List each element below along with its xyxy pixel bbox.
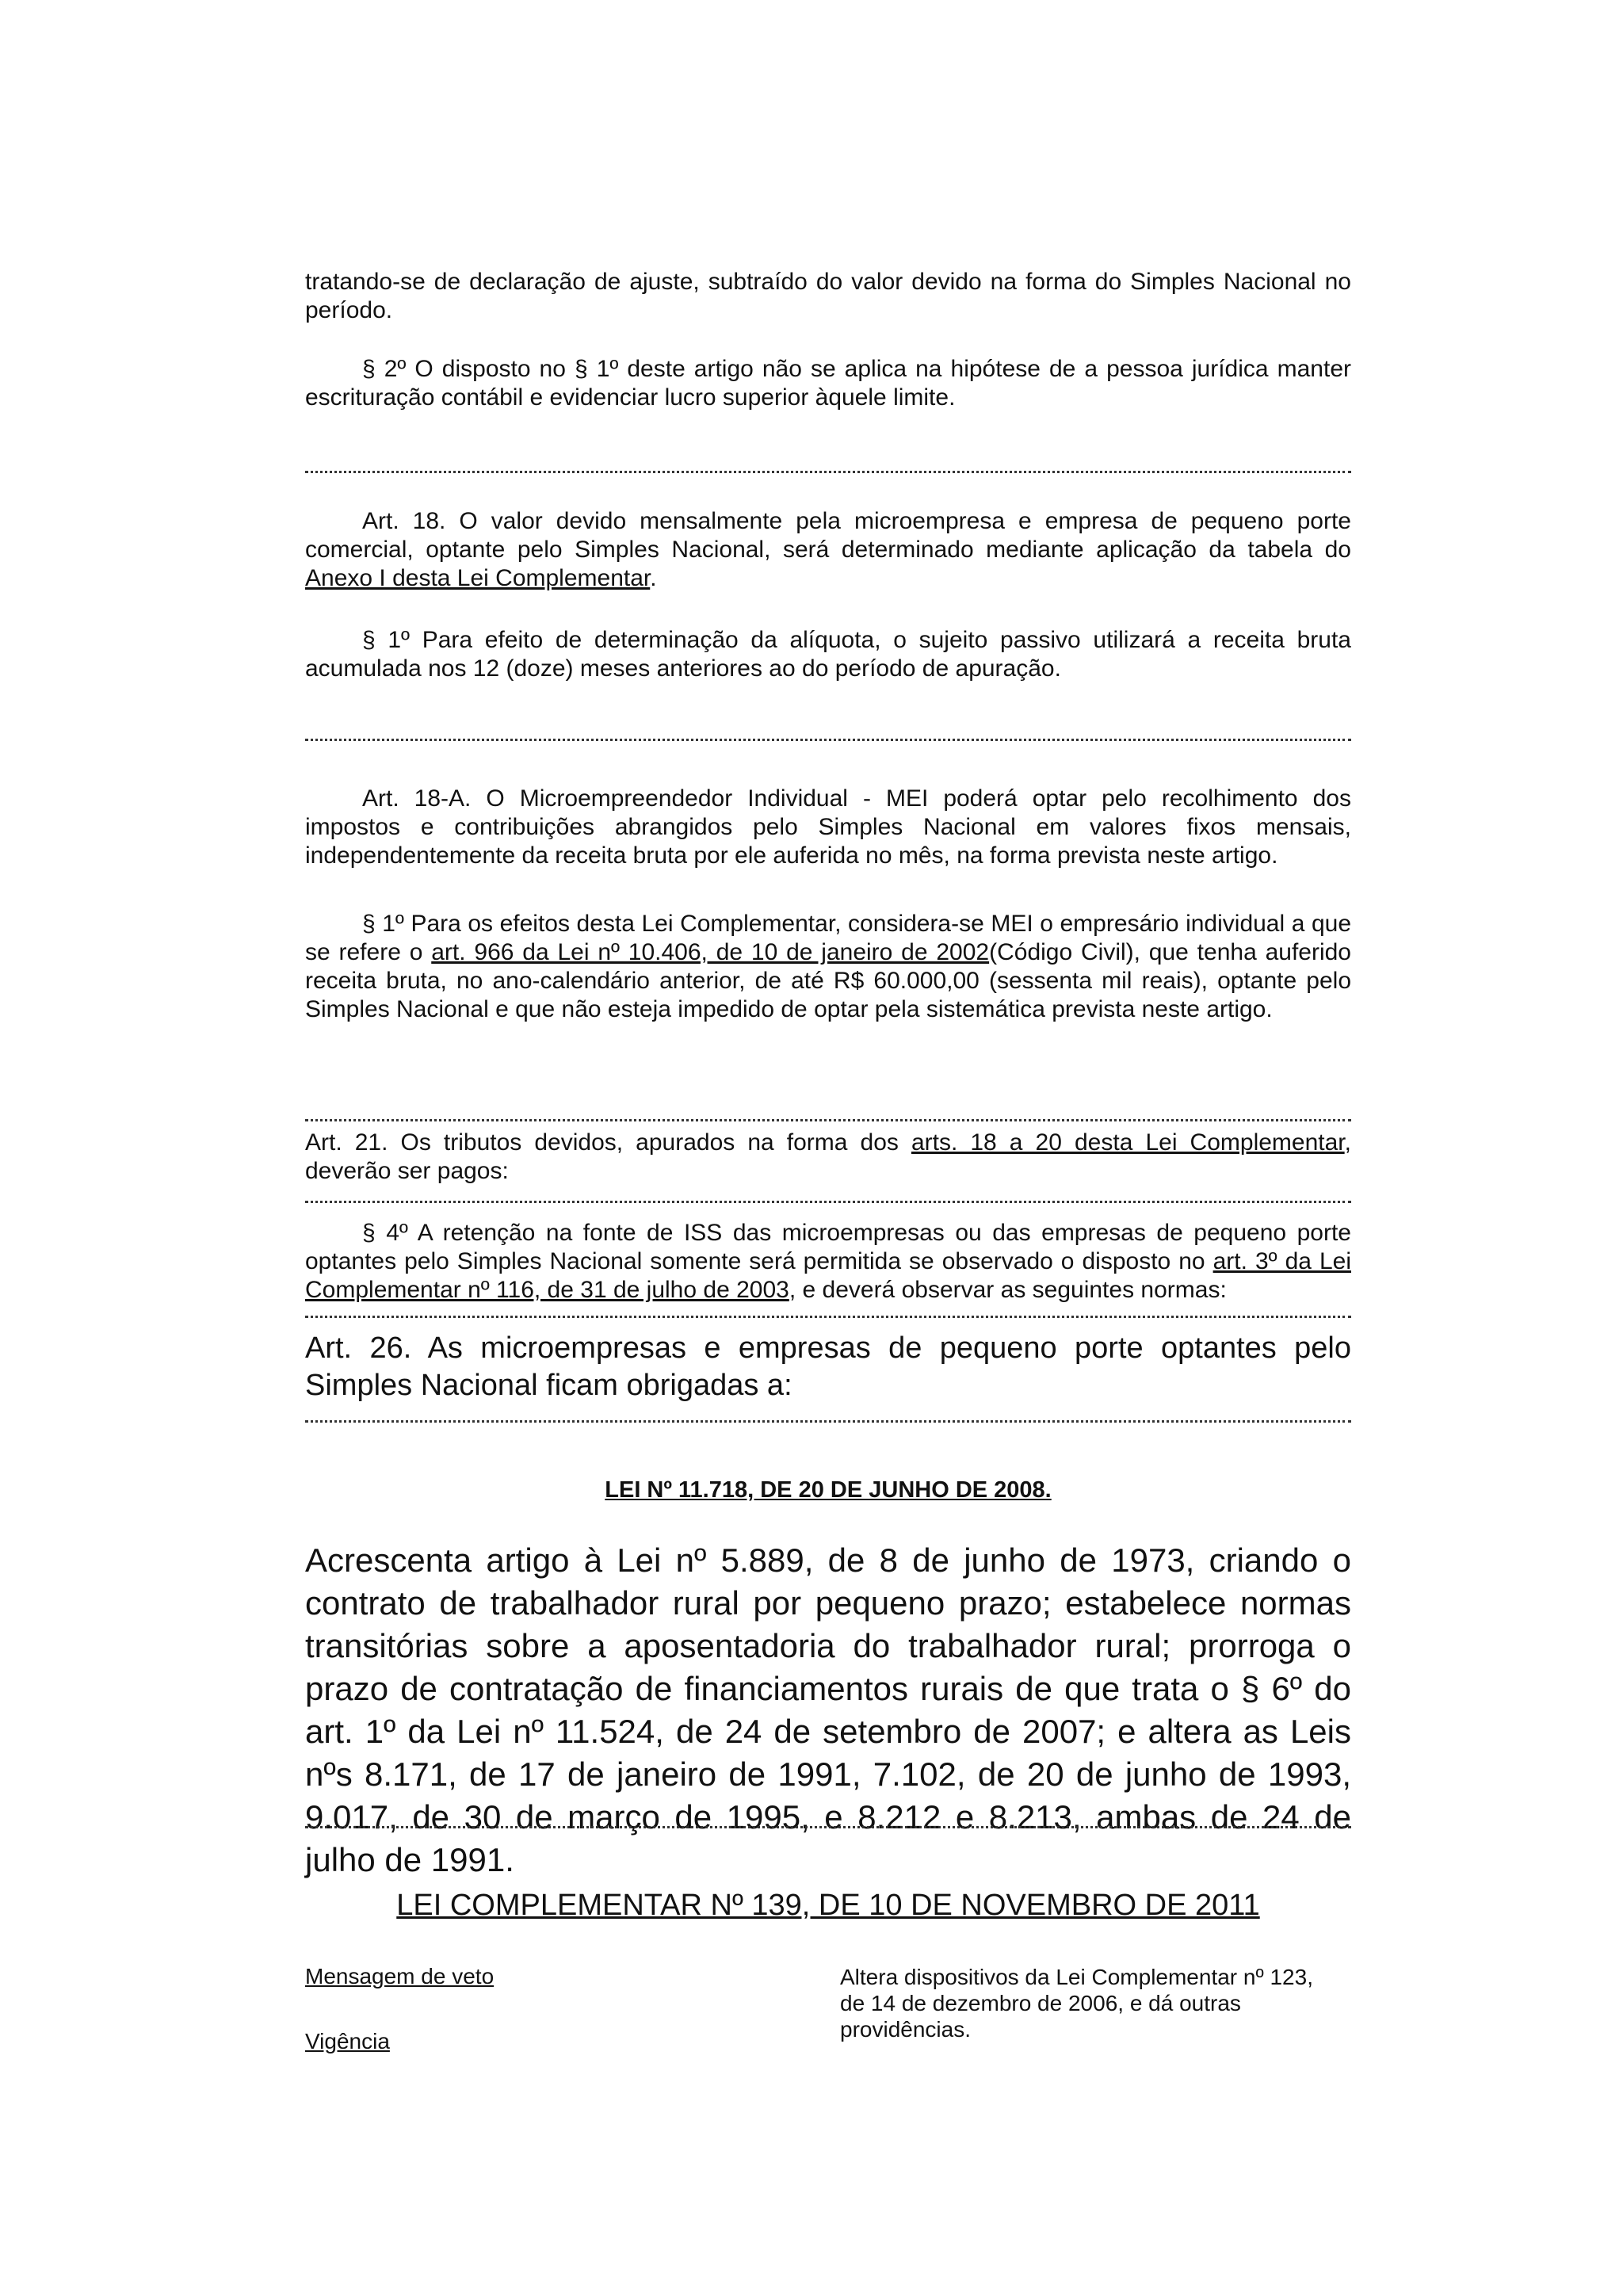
paragraph-symbol: § 1º: [362, 627, 411, 653]
paragraph-symbol: § 4º: [362, 1220, 408, 1246]
paragraph-symbol: § 2º: [362, 356, 407, 382]
lc-139-ementa: Altera dispositivos da Lei Complementar nº 123, de 14 de dezembro de 2006, e dá outras providências.: [840, 1965, 1313, 2042]
lei-10406-link[interactable]: art. 966 da Lei nº 10.406, de 10 de janeiro de 2002: [431, 939, 990, 965]
lei-11718-ementa: Acrescenta artigo à Lei nº 5.889, de 8 de junho de 1973, criando o contrato de trabalhador rural por pequeno prazo; estabelece normas transitórias sobre a aposentadoria do trabalhador rural; prorroga o prazo de contratação de financiamentos rurais de que trata o § 6º do art. 1º da Lei nº 11.524, de 24 de setembro de 2007; e altera as Leis nºs 8.171, de 17 de janeiro de 1991, 7.102, de 20 de junho de 1993, 9.017, de 30 de março de 1995, e 8.212 e 8.213, ambas de 24 de julho de 1991.: [305, 1541, 1351, 1878]
lc-116-link[interactable]: art. 3º da Lei Complementar nº 116, de 31 de julho de 2003: [305, 1248, 1351, 1303]
dotted-separator: [305, 1826, 1351, 1828]
dotted-separator: [305, 1316, 1351, 1318]
article-18: [305, 507, 1351, 593]
dotted-separator: [305, 1119, 1351, 1121]
article-26: Art. 26. As microempresas e empresas de pequeno porte optantes pelo Simples Nacional ficam obrigadas a:: [305, 1331, 1351, 1402]
arts-18-20-link[interactable]: arts. 18 a 20 desta Lei Complementar: [911, 1129, 1345, 1156]
article-18a-paragraph-1: [305, 910, 1351, 1024]
mensagem-veto-link[interactable]: Mensagem de veto: [305, 1964, 495, 1988]
dotted-separator: [305, 1420, 1351, 1423]
paragraph-text: , e deverá observar as seguintes normas:: [789, 1277, 1227, 1303]
article-21: [305, 1129, 1351, 1186]
paragraph-symbol: § 1º: [362, 911, 404, 937]
paragraph-text: A retenção na fonte de ISS das microempresas ou das empresas de pequeno porte optantes pelo Simples Nacional somente será permitida se observado o disposto no: [305, 1220, 1351, 1274]
article-21-paragraph-4: [305, 1219, 1351, 1305]
dotted-separator: [305, 739, 1351, 741]
article-tail: , deverão ser pagos:: [305, 1129, 1351, 1184]
paragraph-2: [305, 355, 1351, 412]
paragraph-text: Para efeito de determinação da alíquota, o sujeito passivo utilizará a receita bruta acumulada nos 12 (doze) meses anteriores ao do período de apuração.: [305, 627, 1351, 682]
vigencia-link[interactable]: Vigência: [305, 2029, 390, 2053]
lei-11718-title[interactable]: LEI Nº 11.718, DE 20 DE JUNHO DE 2008.: [605, 1477, 1052, 1503]
article-18-paragraph-1: [305, 626, 1351, 683]
paragraph-text: Para os efeitos desta Lei Complementar, considera-se MEI o empresário individual a que se refere o: [305, 911, 1352, 965]
article-text: Art. 21. Os tributos devidos, apurados na forma dos: [305, 1129, 911, 1156]
article-18a: Art. 18-A. O Microempreendedor Individual - MEI poderá optar pelo recolhimento dos impostos e contribuições abrangidos pelo Simples Nacional em valores fixos mensais, independentemente da receita bruta por ele auferida no mês, na forma prevista neste artigo.: [305, 785, 1351, 869]
article-tail: .: [650, 565, 657, 591]
dotted-separator: [305, 1201, 1351, 1203]
dotted-separator: [305, 471, 1351, 473]
lc-139-title[interactable]: LEI COMPLEMENTAR Nº 139, DE 10 DE NOVEMBRO DE 2011: [396, 1889, 1260, 1922]
paragraph-continuation: tratando-se de declaração de ajuste, subtraído do valor devido na forma do Simples Nacional no período.: [305, 269, 1351, 323]
article-text: Art. 18. O valor devido mensalmente pela microempresa e empresa de pequeno porte comercial, optante pelo Simples Nacional, será determinado mediante aplicação da tabela do: [305, 508, 1351, 563]
paragraph-text: O disposto no § 1º deste artigo não se aplica na hipótese de a pessoa jurídica manter escrituração contábil e evidenciar lucro superior àquele limite.: [305, 356, 1351, 411]
anexo-link[interactable]: Anexo I desta Lei Complementar: [305, 565, 651, 591]
paragraph-text: (Código Civil), que tenha auferido receita bruta, no ano-calendário anterior, de até R$ 60.000,00 (sessenta mil reais), optante pelo Simples Nacional e que não esteja impedido de optar pela sistemática prevista neste artigo.: [305, 939, 1351, 1022]
